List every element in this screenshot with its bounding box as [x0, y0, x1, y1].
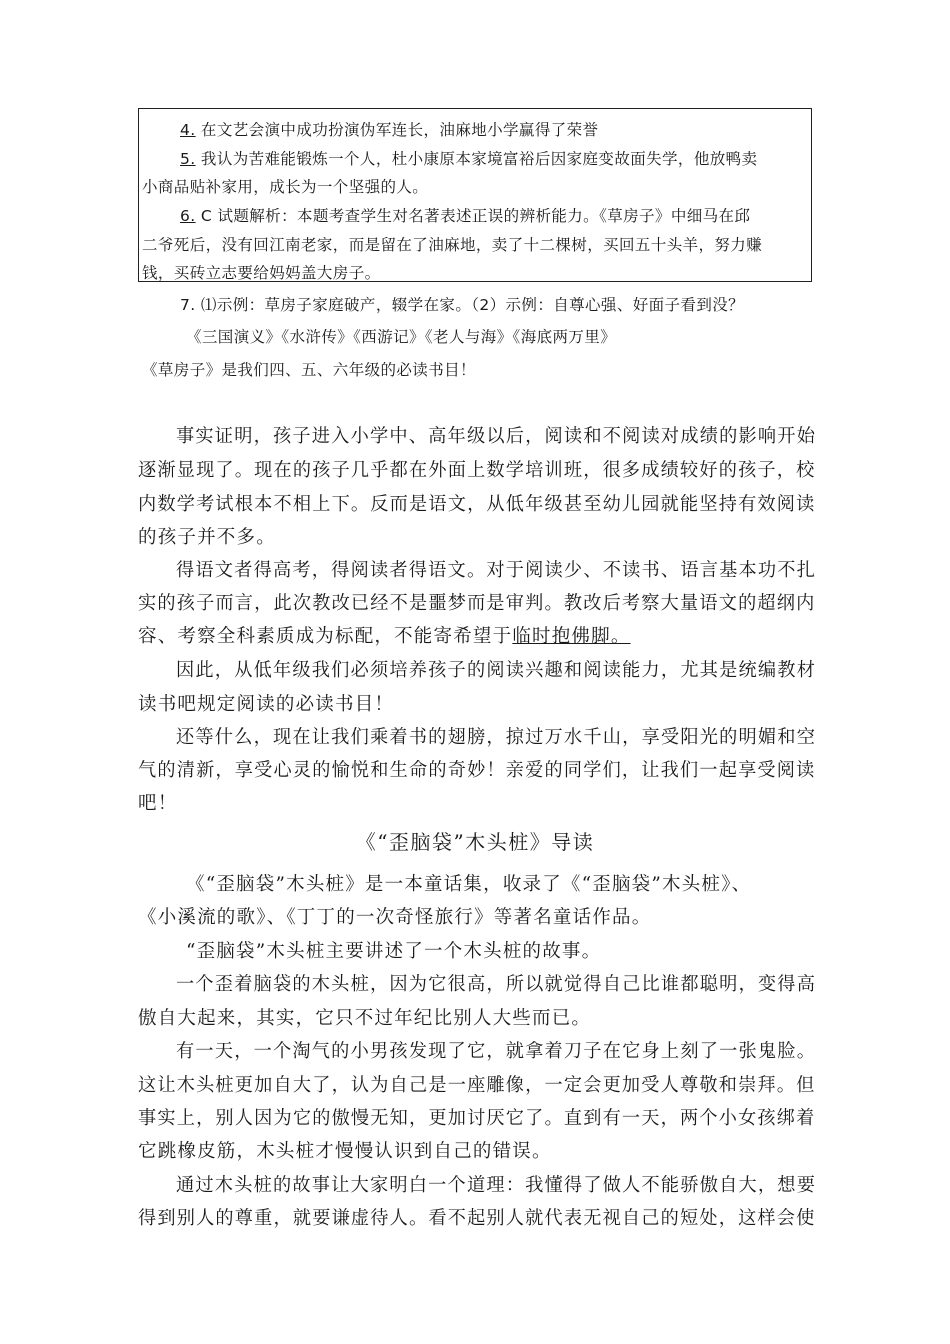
answer-6-continuation-1: 二爷死后，没有回江南老家，而是留在了油麻地，卖了十二棵树，买回五十头羊，努力赚 [142, 236, 763, 254]
answer-4 [180, 118, 598, 140]
answer-5-continuation: 小商品贴补家用，成长为一个坚强的人。 [142, 178, 429, 196]
article1-p3-line2: 读书吧规定阅读的必读书目！ [138, 694, 395, 715]
answer-6-text: C 试题解析：本题考查学生对名著表述正误的辨析能力。《草房子》中细马在邱 [195, 207, 751, 225]
article1-p2-line1: 得语文者得高考，得阅读者得语文。对于阅读少、不读书、语言基本功不扎 [176, 560, 817, 581]
article2-p4-line2: 这让木头桩更加自大了，认为自己是一座雕像，一定会更加受人尊敬和崇拜。但 [138, 1075, 816, 1096]
article2-p3-line1: 一个歪着脑袋的木头桩，因为它很高，所以就觉得自己比谁都聪明，变得高 [176, 974, 817, 995]
answer-6 [180, 204, 750, 226]
article1-p1-line3: 内数学考试根本不相上下。反而是语文，从低年级甚至幼儿园就能坚持有效阅读 [138, 494, 816, 515]
article1-p1-line1: 事实证明，孩子进入小学中、高年级以后，阅读和不阅读对成绩的影响开始 [176, 426, 817, 447]
article2-p1-line2: 《小溪流的歌》、《丁丁的一次奇怪旅行》等著名童话作品。 [138, 907, 652, 928]
answer-6-number: 6. [180, 207, 196, 225]
article2-p4-line3: 事实上，别人因为它的傲慢无知，更加讨厌它了。直到有一天，两个小女孩绑着 [138, 1108, 816, 1129]
article2-p5-line1: 通过木头桩的故事让大家明白一个道理：我懂得了做人不能骄傲自大，想要 [176, 1175, 817, 1196]
answer-7: 7. ⑴示例：草房子家庭破产，辍学在家。（2）示例：自尊心强、好面子看到没？ [180, 296, 745, 314]
article2-p4-line4: 它跳橡皮筋，木头桩才慢慢认识到自己的错误。 [138, 1141, 552, 1162]
answer-5 [180, 147, 757, 169]
answer-4-number: 4. [180, 121, 196, 139]
article1-p4-line1: 还等什么，现在让我们乘着书的翅膀，掠过万水千山，享受阳光的明媚和空 [176, 727, 817, 748]
article2-p2-line1: “歪脑袋”木头桩主要讲述了一个木头桩的故事。 [186, 941, 602, 962]
article1-p4-line3: 吧！ [138, 793, 178, 814]
idiom-underlined: 临时抱佛脚。 [512, 626, 631, 647]
article1-p3-line1: 因此，从低年级我们必须培养孩子的阅读兴趣和阅读能力，尤其是统编教材 [176, 660, 817, 681]
answer-5-number: 5. [180, 150, 196, 168]
article1-p1-line2: 逐渐显现了。现在的孩子几乎都在外面上数学培训班，很多成绩较好的孩子，校 [138, 460, 816, 481]
book-list: 《三国演义》《水浒传》《西游记》《老人与海》《海底两万里》 [186, 328, 617, 346]
article2-title: 《“歪脑袋”木头桩》导读 [355, 830, 595, 854]
article2-p3-line2: 傲自大起来，其实，它只不过年纪比别人大些而已。 [138, 1008, 592, 1029]
article2-p1-line1: 《“歪脑袋”木头桩》是一本童话集，收录了《“歪脑袋”木头桩》、 [186, 874, 752, 895]
answer-6-continuation-2: 钱，买砖立志要给妈妈盖大房子。 [142, 264, 381, 282]
article1-p2-line2: 实的孩子而言，此次教改已经不是噩梦而是审判。教改后考察大量语文的超纲内 [138, 593, 816, 614]
article1-p2-line3 [138, 622, 631, 648]
article2-p4-line1: 有一天，一个淘气的小男孩发现了它，就拿着刀子在它身上刻了一张鬼脸。 [176, 1041, 817, 1062]
required-reading-note: 《草房子》是我们四、五、六年级的必读书目！ [142, 361, 476, 379]
article1-p4-line2: 气的清新，享受心灵的愉悦和生命的奇妙！亲爱的同学们，让我们一起享受阅读 [138, 760, 816, 781]
article1-p2-line3-text: 容、考察全科素质成为标配，不能寄希望于 [138, 626, 513, 647]
answer-5-text: 我认为苦难能锻炼一个人，杜小康原本家境富裕后因家庭变故面失学，他放鸭卖 [195, 150, 758, 168]
answer-4-text: 在文艺会演中成功扮演伪军连长，油麻地小学赢得了荣誉 [195, 121, 599, 139]
article2-p5-line2: 得到别人的尊重，就要谦虚待人。看不起别人就代表无视自己的短处，这样会使 [138, 1208, 816, 1229]
article1-p1-line4: 的孩子并不多。 [138, 527, 276, 548]
